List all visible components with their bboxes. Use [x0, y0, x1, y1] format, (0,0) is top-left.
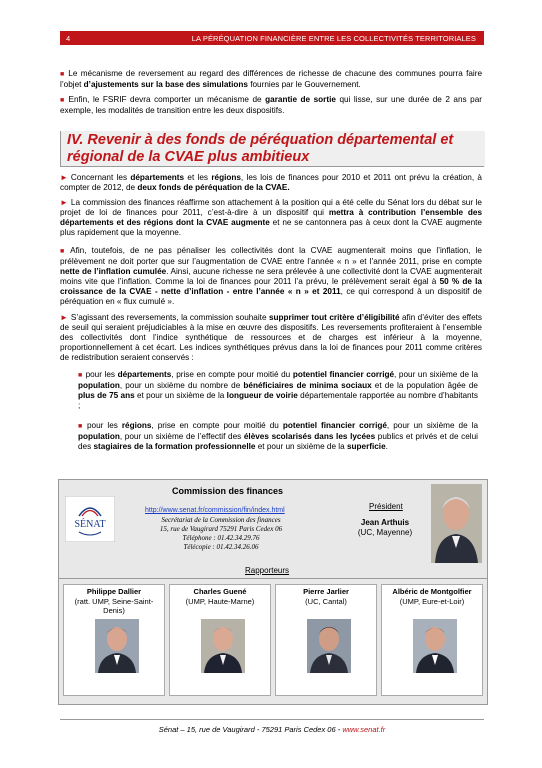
rapporteur-card: Pierre Jarlier (UC, Cantal) — [275, 584, 377, 696]
commission-address: Secrétariat de la Commission des finances 15, rue de Vaugirard 75291 Paris Cedex 06 Téléphone : 01.42.34.29.76 Télécopie : 01.42.34.26.06 — [159, 516, 283, 551]
section-divider — [60, 166, 484, 167]
sub-bullet-departements: ■ pour les départements, prise en compte pour moitié du potentiel financier corrigé, pour un sixième de la population, pour un sixième du nombre de bénéficiaires de minima sociaux et de la population âgée de plus de 75 ans et pour un sixième de la longueur de voirie départementale rapportée au nombre d’habitants ; — [78, 370, 479, 411]
section-title: IV. Revenir à des fonds de péréquation départemental et régional de la CVAE plus ambitieux — [67, 132, 454, 165]
rapporteurs-divider — [59, 578, 487, 579]
intro-paragraph-2: ■ Enfin, le FSRIF devra comporter un mécanisme de garantie de sortie qui lisse, sur une durée de 2 ans par exemple, les modalités de transition entre les deux dispositifs. — [60, 95, 482, 116]
square-bullet-icon: ■ — [60, 248, 68, 255]
body-paragraph-2: ► La commission des finances réaffirme son attachement à la position qui a été celle du Sénat lors du débat sur le projet de loi de finances pour 2011, c’est-à-dire à un dispositif qui mettra à contribution l’ensemble des départements et des régions dont la CVAE augmente et ne se cantonnera pas à ceux dont la CVAE augmente plus rapidement que la moyenne. — [60, 198, 482, 238]
arrow-bullet-icon: ► — [60, 173, 68, 182]
square-bullet-icon: ■ — [60, 97, 66, 104]
commission-title: Commission des finances — [172, 486, 284, 496]
page-number: 4 — [66, 33, 71, 43]
rapporteur-photo — [413, 619, 457, 673]
body-paragraph-1: ► Concernant les départements et les régions, les lois de finances pour 2010 et 2011 ont prévu la création, à compter de 2012, de deux fonds de péréquation de la CVAE. — [60, 173, 482, 193]
page-footer: Sénat – 15, rue de Vaugirard - 75291 Paris Cedex 06 - www.senat.fr — [158, 725, 386, 734]
arrow-bullet-icon: ► — [60, 198, 68, 207]
senat-logo — [65, 496, 115, 542]
commission-link[interactable]: http://www.senat.fr/commission/fin/index.html — [145, 507, 285, 514]
commission-panel — [58, 479, 488, 705]
svg-text:SÉNAT: SÉNAT — [74, 519, 106, 530]
header-title: LA PÉRÉQUATION FINANCIÈRE ENTRE LES COLLECTIVITÉS TERRITORIALES — [191, 33, 476, 43]
footer-link[interactable]: www.senat.fr — [342, 725, 386, 734]
section-heading — [60, 131, 485, 167]
rapporteur-card: Albéric de Montgolfier (UMP, Eure-et-Loir) — [381, 584, 483, 696]
president-label: Président — [369, 502, 403, 511]
square-bullet-icon: ■ — [78, 423, 84, 430]
body-paragraph-3: ■ Afin, toutefois, de ne pas pénaliser les collectivités dont la CVAE augmenterait moins que l’inflation, le prélèvement ne doit porter que sur l’augmentation de CVAE entre l’année « n » et l’année 2011, prise en compte nette de l’inflation cumulée. Ainsi, aucune richesse ne sera prélevée à une collectivité dont la CVAE augmenterait moins vite que l’inflation. Comme la loi de finances pour 2011 l’a prévu, le prélèvement serait égal à 50 % de la croissance de la CVAE - nette d’inflation - entre l’année « n » et 2011, ce qui correspond à un dispositif de péréquation en « flux cumulé ». — [60, 246, 482, 307]
body-paragraph-4: ► S’agissant des reversements, la commission souhaite supprimer tout critère d’éligibilité afin d’éviter des effets de seuil qui seraient préjudiciables à la mise en œuvre des dispositifs. Les reversements profiteraient à l’ensemble des collectivités dont l’indice synthétique de ressources et de charges est inférieur à la moyenne, proportionnellement à cet écart. Les indices synthétiques prévus dans la loi de finances pour 2011 comme critères de redistribution seraient conservés : — [60, 313, 482, 363]
president-info: Jean Arthuis (UC, Mayenne) — [357, 518, 413, 537]
rapporteur-card: Philippe Dallier (ratt. UMP, Seine-Saint-Denis) — [63, 584, 165, 696]
rapporteur-photo — [307, 619, 351, 673]
sub-bullet-regions: ■ pour les régions, prise en compte pour moitié du potentiel financier corrigé, pour un sixième de la population, pour un sixième de l’effectif des élèves scolarisés dans les lycées publics et privés et de celui des stagiaires de la formation professionnelle et pour un sixième de la superficie. — [78, 421, 479, 452]
square-bullet-icon: ■ — [60, 71, 66, 78]
footer-divider — [60, 719, 484, 720]
square-bullet-icon: ■ — [78, 372, 83, 379]
president-photo — [431, 484, 482, 563]
rapporteur-photo — [95, 619, 139, 673]
rapporteurs-label: Rapporteurs — [245, 566, 290, 575]
intro-paragraph-1: ■ Le mécanisme de reversement au regard des différences de richesse de chacune des communes pourra faire l’objet d’ajustements sur la base des simulations fournies par le Gouvernement. — [60, 69, 482, 90]
arrow-bullet-icon: ► — [60, 313, 68, 322]
page-header — [60, 31, 484, 45]
rapporteur-photo — [201, 619, 245, 673]
rapporteur-card: Charles Guené (UMP, Haute-Marne) — [169, 584, 271, 696]
